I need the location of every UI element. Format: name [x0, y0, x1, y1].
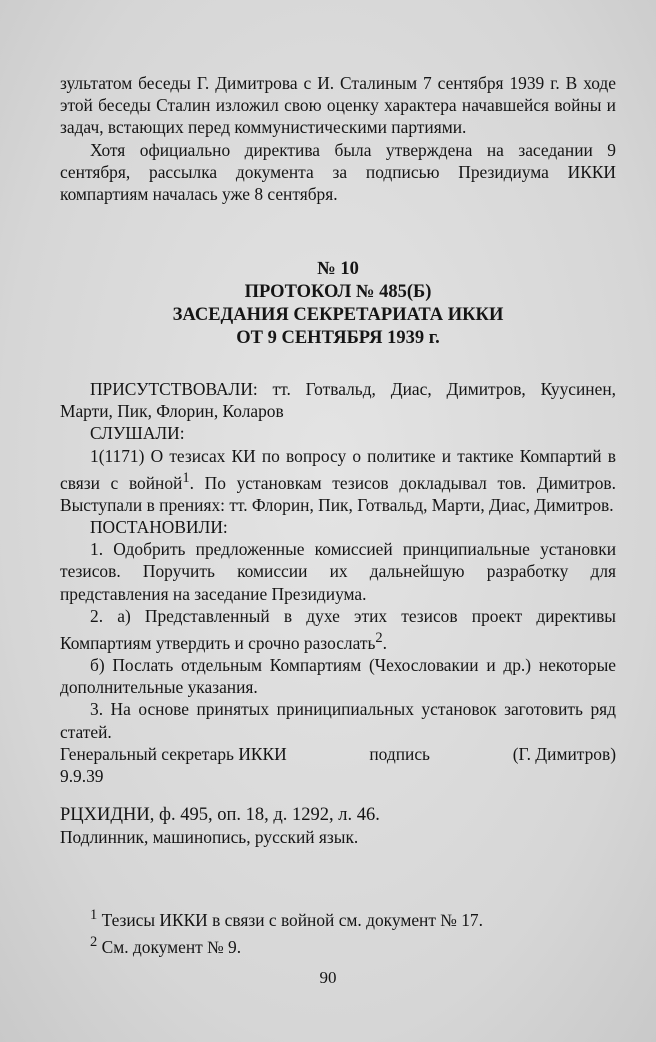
footnote-1-mark: 1 [90, 907, 98, 923]
heading-line-2: ЗАСЕДАНИЯ СЕКРЕТАРИАТА ИККИ [172, 305, 504, 325]
intro-text [60, 72, 616, 205]
signature-line [60, 743, 616, 765]
decision-item-3: 3. На основе принятых приниципиальных установок заготовить ряд статей. [60, 699, 616, 742]
footnote-2-text: См. документ № 9. [101, 936, 242, 957]
page-number: 90 [319, 968, 337, 987]
footnote-2 [60, 931, 616, 958]
heard-text-start: 1(1171) О тезисах КИ по вопросу о политике и тактике Компартий в связи с войной [60, 445, 616, 493]
heard-text-end: . По установкам тезисов докладывал тов. Димитров. Выступали в прениях: тт. Флорин, Пик, Готвальд, Марти, Диас, Димитров. [60, 472, 616, 515]
heading-line-3: ОТ 9 СЕНТЯБРЯ 1939 г. [236, 328, 440, 348]
heading-line-1: ПРОТОКОЛ № 485(Б) [244, 282, 432, 302]
archive-reference: РЦХИДНИ, ф. 495, оп. 18, д. 1292, л. 46. [60, 805, 380, 825]
decision-item-1: 1. Одобрить предложенные комиссией принципиальные установки тезисов. Поручить комиссии их дальнейшую разработку для представления на заседание Президиума. [60, 539, 616, 604]
heard-item [60, 445, 616, 516]
signature-word: подпись [369, 743, 430, 764]
decision-item-2b: б) Послать отдельным Компартиям (Чехословакии и др.) некоторые дополнительные указания. [60, 655, 616, 698]
intro-paragraph-2: Хотя официально директива была утверждена на заседании 9 сентября, рассылка документа за подписью Президиума ИККИ компартиям началась уже 8 сентября. [60, 139, 616, 205]
footnote-1-text: Тезисы ИККИ в связи с войной см. документ № 17. [101, 909, 483, 930]
decision-item-2a [60, 605, 616, 654]
heard-label: СЛУШАЛИ: [90, 423, 185, 444]
signature-role: Генеральный секретарь ИККИ [60, 743, 287, 764]
present-list: ПРИСУТСТВОВАЛИ: тт. Готвальд, Диас, Димитров, Куусинен, Марти, Пик, Флорин, Коларов [60, 379, 616, 422]
signature-date: 9.9.39 [60, 766, 104, 787]
source-reference [60, 804, 616, 848]
protocol-body [60, 378, 616, 787]
signature-name: (Г. Димитров) [512, 743, 616, 764]
decision-2a-text: 2. а) Представленный в духе этих тезисов проект директивы Компартиям утвердить и срочно разослать [60, 605, 616, 653]
original-note: Подлинник, машинопись, русский язык. [60, 827, 359, 848]
document-number: № 10 [317, 259, 359, 279]
document-heading [60, 258, 616, 350]
footnotes [60, 904, 616, 958]
intro-paragraph-1: зультатом беседы Г. Димитрова с И. Сталиным 7 сентября 1939 г. В ходе этой беседы Сталин изложил свою оценку характера начавшейся войны и задач, встающих перед коммунистическими партиями. [60, 73, 616, 138]
decision-2a-end: . [382, 632, 388, 653]
footnote-ref-1: 1 [182, 469, 190, 486]
footnote-2-mark: 2 [90, 934, 98, 950]
footnote-1 [60, 904, 616, 931]
footnote-ref-2: 2 [375, 630, 383, 647]
decided-label: ПОСТАНОВИЛИ: [90, 517, 228, 538]
